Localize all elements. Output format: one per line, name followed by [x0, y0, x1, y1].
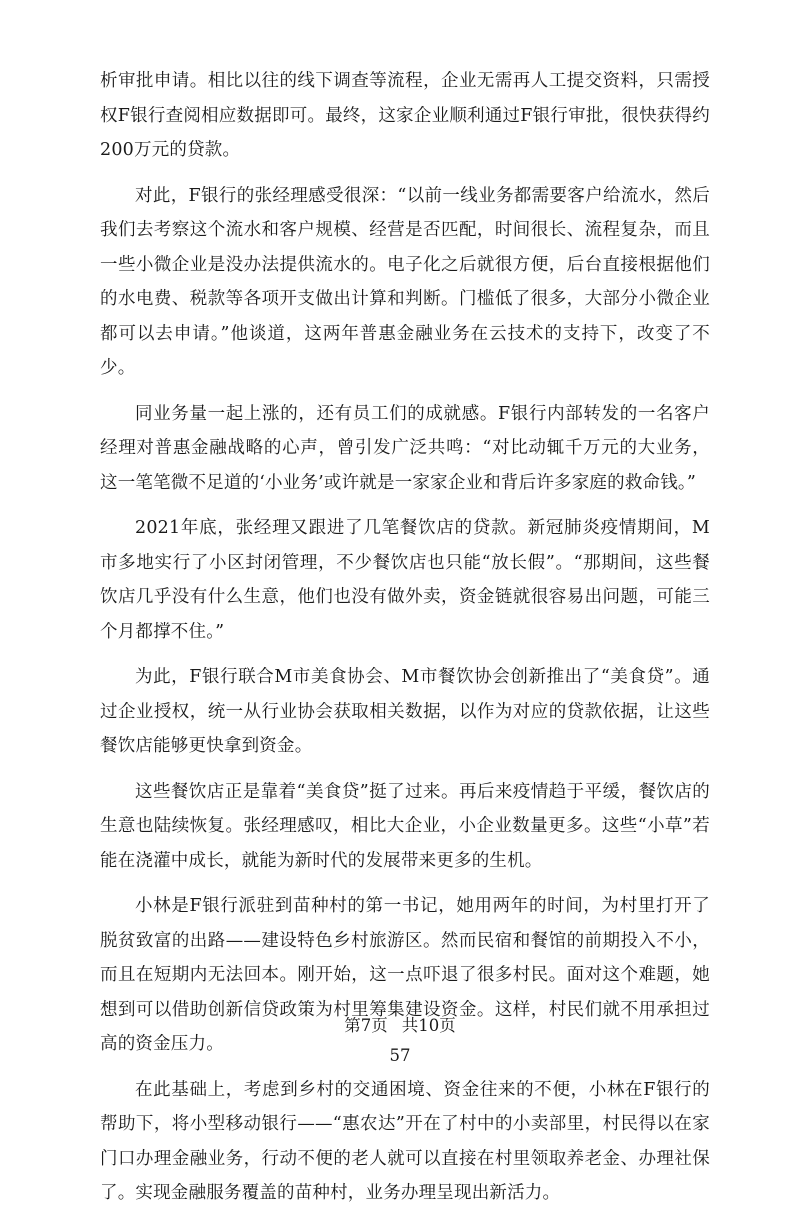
paragraph-1: 析审批申请。相比以往的线下调查等流程，企业无需再人工提交资料，只需授权F银行查阅相应数据即可。最终，这家企业顺利通过F银行审批，很快获得约200万元的贷款。 — [100, 71, 710, 160]
page-info — [0, 1012, 800, 1036]
paragraph-7: 小林是F银行派驻到苗种村的第一书记，她用两年的时间，为村里打开了脱贫致富的出路——建设特色乡村旅游区。然而民宿和餐馆的前期投入不小，而且在短期内无法回本。刚开始，这一点吓退了很多村民。面对这个难题，她想到可以借助创新信贷政策为村里筹集建设资金。这样，村民们就不用承担过高的资金压力。 — [100, 896, 710, 1054]
total-pages-label: 共10页 — [401, 1016, 456, 1035]
current-page-label: 第7页 — [344, 1016, 388, 1035]
paragraph-6: 这些餐饮店正是靠着“美食贷”挺了过来。再后来疫情趋于平缓，餐饮店的生意也陆续恢复。张经理感叹，相比大企业，小企业数量更多。这些“小草”若能在浇灌中成长，就能为新时代的发展带来更多的生机。 — [100, 781, 710, 871]
paragraph-2: 对此，F银行的张经理感受很深：“以前一线业务都需要客户给流水，然后我们去考察这个流水和客户规模、经营是否匹配，时间很长、流程复杂，而且一些小微企业是没办法提供流水的。电子化之后就很方便，后台直接根据他们的水电费、税款等各项开支做出计算和判断。门槛低了很多，大部分小微企业都可以去申请。”他谈道，这两年普惠金融业务在云技术的支持下，改变了不少。 — [100, 185, 710, 378]
paragraph-5: 为此，F银行联合M市美食协会、M市餐饮协会创新推出了“美食贷”。通过企业授权，统一从行业协会获取相关数据，以作为对应的贷款依据，让这些餐饮店能够更快拿到资金。 — [100, 667, 710, 756]
paragraph-8: 在此基础上，考虑到乡村的交通困境、资金往来的不便，小林在F银行的帮助下，将小型移动银行——“惠农达”开在了村中的小卖部里，村民得以在家门口办理金融业务，行动不便的老人就可以直接在村里领取养老金、办理社保了。实现金融服务覆盖的苗种村，业务办理呈现出新活力。 — [100, 1079, 710, 1203]
paragraph-3: 同业务量一起上涨的，还有员工们的成就感。F银行内部转发的一名客户经理对普惠金融战略的心声，曾引发广泛共鸣：“对比动辄千万元的大业务，这一笔笔微不足道的‘小业务’或许就是一家家企业和背后许多家庭的救命钱。” — [100, 403, 710, 493]
paragraph-4: 2021年底，张经理又跟进了几笔餐饮店的贷款。新冠肺炎疫情期间，M市多地实行了小区封闭管理，不少餐饮店也只能“放长假”。“那期间，这些餐饮店几乎没有什么生意，他们也没有做外卖，资金链就很容易出问题，可能三个月都撑不住。” — [100, 518, 710, 642]
page-number: 57 — [389, 1046, 411, 1065]
